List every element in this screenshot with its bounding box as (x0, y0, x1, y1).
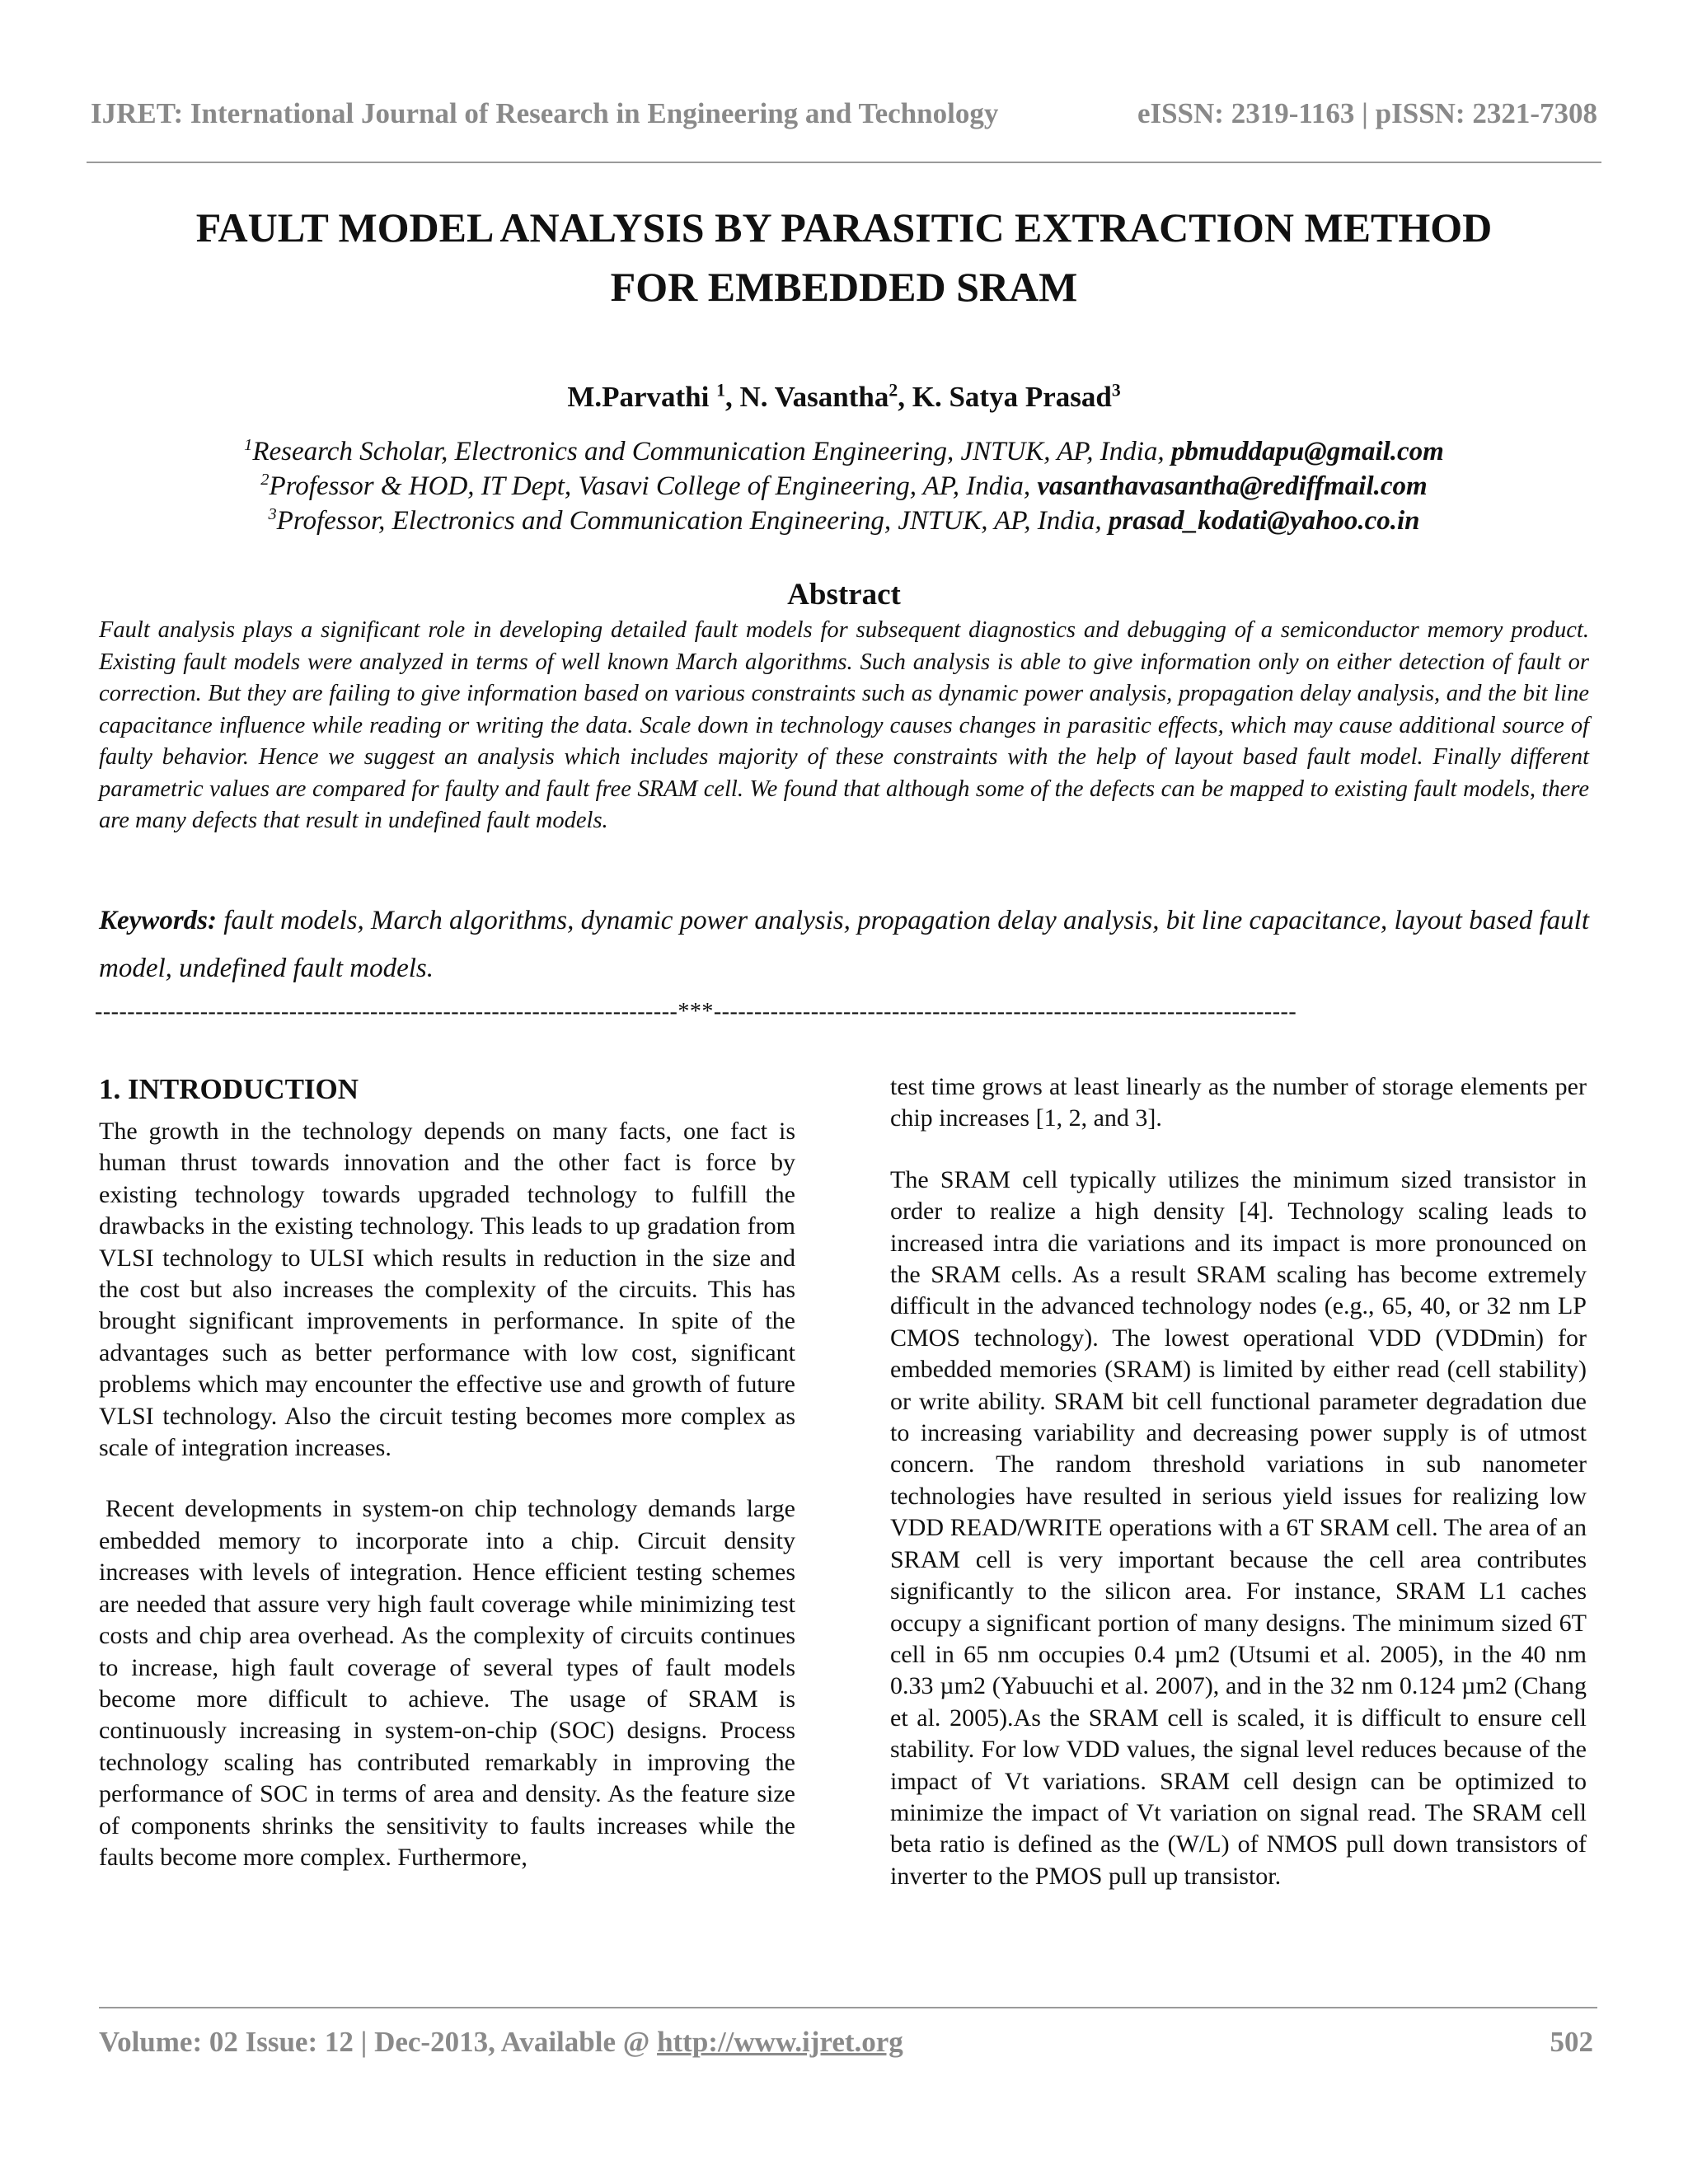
author-list: M.Parvathi $^1$, N. Vasantha$^2$, K. Satya Prasad$^3$ (567, 380, 1121, 413)
title-line-1: FAULT MODEL ANALYSIS BY PARASITIC EXTRACTION METHOD (195, 204, 1493, 251)
affiliation-3: $^3$Professor, Electronics and Communication Engineering, JNTUK, AP, India, prasad_kodati@yahoo.co.in (268, 505, 1420, 536)
issn-numbers: eISSN: 2319-1163 | pISSN: 2321-7308 (1137, 97, 1597, 129)
body-paragraph: test time grows at least linearly as the number of storage elements per chip increases [1, 2, and 3]. (890, 1073, 1587, 1132)
affiliations (99, 434, 1589, 538)
body-paragraph: Recent developments in system-on chip technology demands large embedded memory to incorporate into a chip. Circuit density increases with levels of integration. Hence efficient testing schemes are needed that assure very high fault coverage while minimizing test costs and chip area overhead. As the complexity of circuits continues to increase, high fault coverage of several types of fault models become more difficult to achieve. The usage of SRAM is continuously increasing in system-on-chip (SOC) designs. Process technology scaling has contributed remarkably in improving the performance of SOC in terms of area and density. As the feature size of components shrinks the sensitivity to faults increases while the faults become more complex. Furthermore, (99, 1495, 795, 1871)
author-email[interactable]: vasanthavasantha@rediffmail.com (1037, 471, 1428, 501)
author-mark: 3 (1111, 380, 1121, 401)
section-heading-introduction: 1. INTRODUCTION (99, 1073, 359, 1105)
body-paragraph: The growth in the technology depends on many facts, one fact is human thrust towards innovation and the other fact is force by existing technology towards upgraded technology to fulfill the drawbacks in the existing technology. This leads to up gradation from VLSI technology to ULSI which results in reduction in the size and the cost but also increases the complexity of the circuits. This has brought significant improvements in performance. In spite of the advantages such as better performance with low cost, significant problems which may encounter the effective use and growth of future VLSI technology. Also the circuit testing becomes more complex as scale of integration increases. (99, 1118, 795, 1462)
author-name: N. Vasantha (739, 381, 889, 413)
journal-name: IJRET: International Journal of Research in Engineering and Technology (91, 97, 999, 129)
author-mark: 2 (889, 380, 898, 401)
running-footer (99, 2026, 1593, 2059)
affiliation-2: $^2$Professor & HOD, IT Dept, Vasavi College of Engineering, AP, India, vasanthavasantha@rediffmail.com (260, 471, 1428, 501)
keywords-text: fault models, March algorithms, dynamic power analysis, propagation delay analysis, bit line capacitance, layout based fault model, undefined fault models. (99, 906, 1589, 983)
author-name: K. Satya Prasad (912, 381, 1112, 413)
author-email[interactable]: prasad_kodati@yahoo.co.in (1108, 506, 1420, 536)
keywords-label: Keywords: (99, 906, 217, 935)
page-number: 502 (1550, 2026, 1593, 2058)
volume-info: Volume: 02 Issue: 12 | Dec-2013, Available @ http://www.ijret.org (99, 2026, 903, 2058)
left-column (99, 1071, 795, 1903)
affiliation-1: $^1$Research Scholar, Electronics and Communication Engineering, JNTUK, AP, India, pbmuddapu@gmail.com (244, 436, 1444, 466)
running-header (91, 97, 1597, 130)
author-email[interactable]: pbmuddapu@gmail.com (1170, 437, 1444, 466)
footer-rule (99, 2007, 1597, 2008)
author-name: M.Parvathi (567, 381, 717, 413)
keywords (99, 897, 1589, 992)
journal-link[interactable]: http://www.ijret.org (657, 2026, 903, 2058)
body-paragraph: The SRAM cell typically utilizes the minimum sized transistor in order to realize a high density [4]. Technology scaling leads to increased intra die variations and its impact is more pronounced on the SRAM cells. As a result SRAM scaling has become extremely difficult in the advanced technology nodes (e.g., 65, 40, or 32 nm LP CMOS technology). The lowest operational VDD (VDDmin) for embedded memories (SRAM) is limited by either read (cell stability) or write ability. SRAM bit cell functional parameter degradation due to increasing variability and decreasing power supply is of utmost concern. The random threshold variations in sub nanometer technologies have resulted in serious yield issues for realizing low VDD READ/WRITE operations with a 6T SRAM cell. The area of an SRAM cell is very important because the cell area contributes significantly to the silicon area. For instance, SRAM L1 caches occupy a significant portion of many designs. The minimum sized 6T cell in 65 nm occupies 0.4 µm2 (Utsumi et al. 2005), in the 40 nm 0.33 µm2 (Yabuuchi et al. 2007), and in the 32 nm 0.124 µm2 (Chang et al. 2005).As the SRAM cell is scaled, it is difficult to ensure cell stability. For low VDD values, the signal level reduces because of the impact of Vt variations. SRAM cell design can be optimized to minimize the impact of Vt variation on signal read. The SRAM cell beta ratio is defined as the (W/L) of NMOS pull down transistors of inverter to the PMOS pull up transistor. (890, 1165, 1587, 1890)
header-rule (87, 162, 1601, 163)
author-mark: 1 (716, 380, 725, 401)
abstract-heading: Abstract (787, 578, 901, 612)
section-divider: ------------------------------------------------------------------------***------------------------------------------------------------------------ (95, 999, 1297, 1024)
title-line-2: FOR EMBEDDED SRAM (610, 264, 1078, 310)
right-column (890, 1071, 1587, 1922)
paper-title (99, 198, 1589, 316)
abstract-text: Fault analysis plays a significant role in developing detailed fault models for subsequent diagnostics and debugging of a semiconductor memory product. Existing fault models were analyzed in terms of well known March algorithms. Such analysis is able to give information only on either detection of fault or correction. But they are failing to give information based on various constraints such as dynamic power analysis, propagation delay analysis, and the bit line capacitance influence while reading or writing the data. Scale down in technology causes changes in parasitic effects, which may cause additional source of faulty behavior. Hence we suggest an analysis which includes majority of these constraints with the help of layout based fault model. Finally different parametric values are compared for faulty and fault free SRAM cell. We found that although some of the defects can be mapped to existing fault models, there are many defects that result in undefined fault models. (99, 617, 1589, 833)
